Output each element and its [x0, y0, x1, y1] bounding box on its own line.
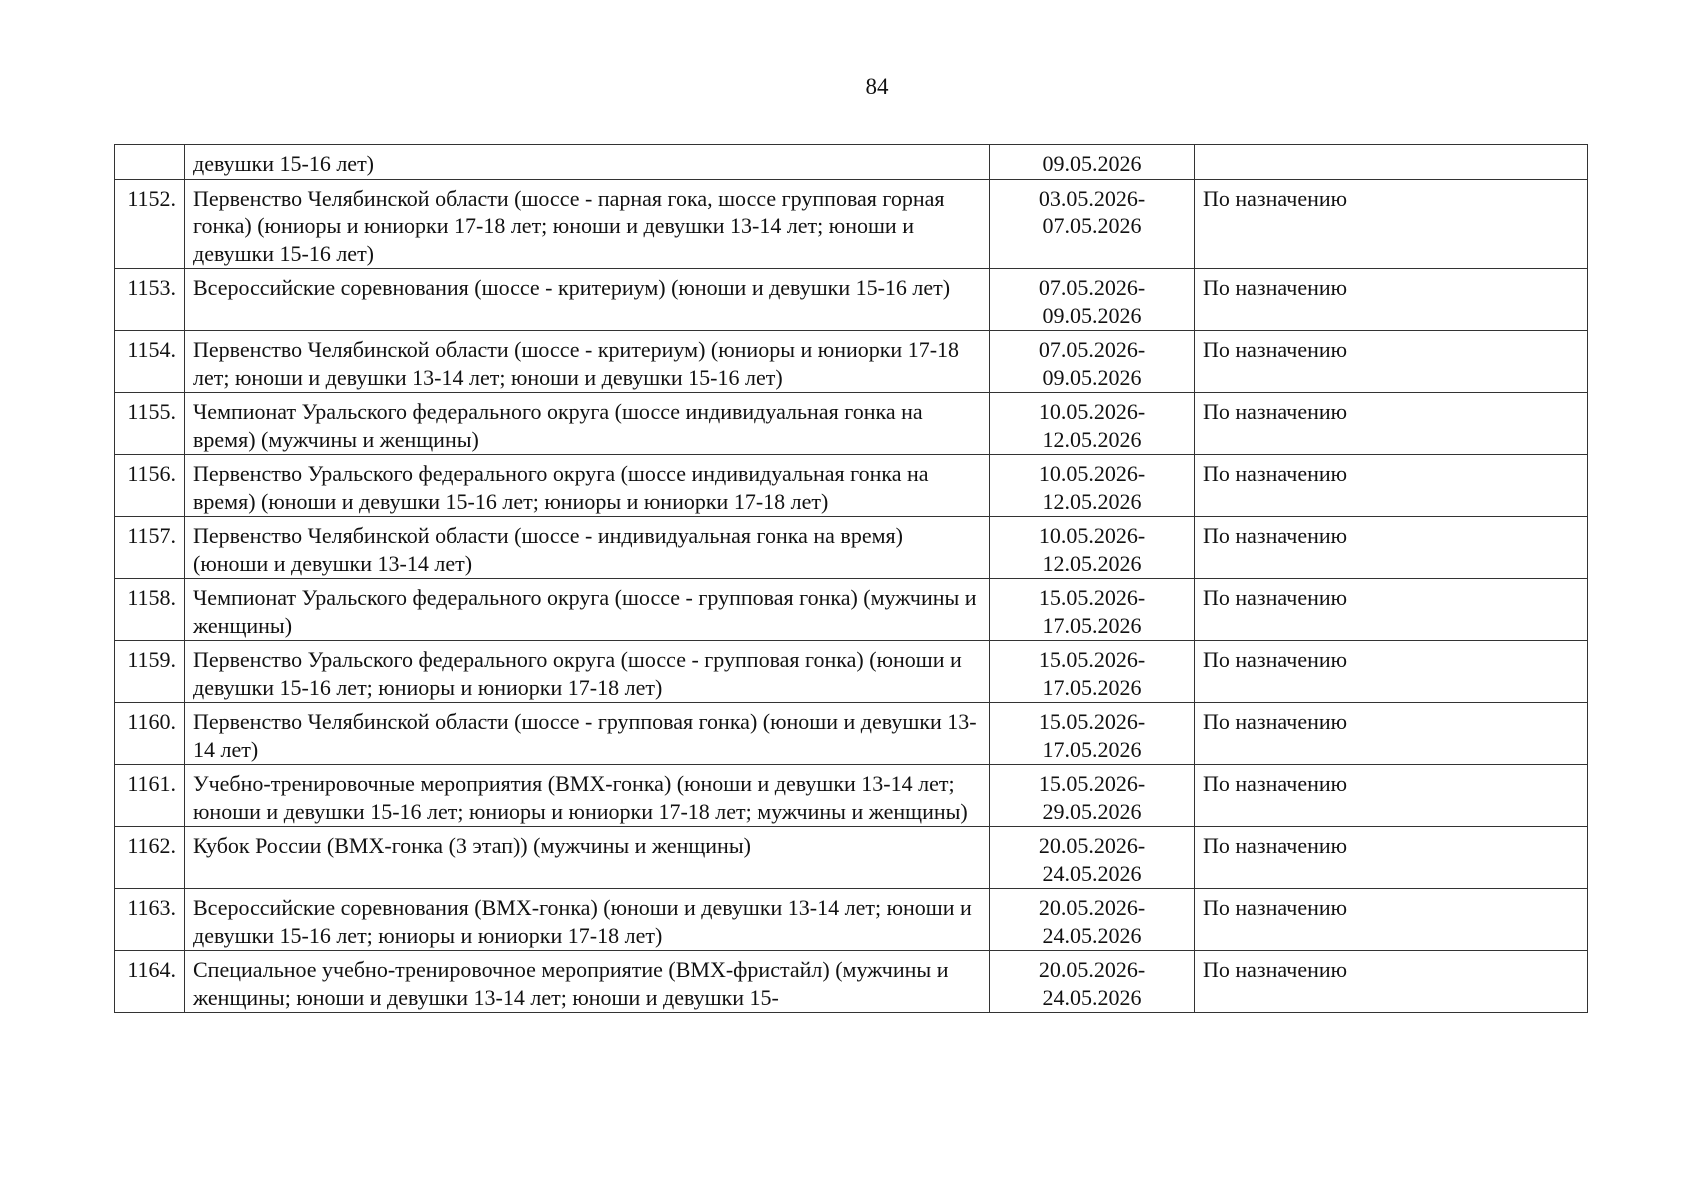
table-row	[115, 703, 1588, 765]
page-number	[0, 74, 1698, 100]
date-end: 24.05.2026	[1042, 922, 1142, 948]
cell-event-name: Первенство Уральского федерального округа (шоссе - групповая гонка) (юноши и девушки 15-16 лет; юниоры и юниорки 17-18 лет)	[185, 641, 990, 703]
cell-place: По назначению	[1195, 331, 1588, 393]
cell-event-name: девушки 15-16 лет)	[185, 145, 990, 180]
cell-event-name: Учебно-тренировочные мероприятия (ВМХ-гонка) (юноши и девушки 13-14 лет; юноши и девушки 15-16 лет; юниоры и юниорки 17-18 лет; мужчины и женщины)	[185, 765, 990, 827]
date-start: 07.05.2026-	[1038, 337, 1146, 362]
cell-event-name: Всероссийские соревнования (ВМХ-гонка) (юноши и девушки 13-14 лет; юноши и девушки 15-16 лет; юниоры и юниорки 17-18 лет)	[185, 889, 990, 951]
cell-number: 1158.	[115, 579, 185, 641]
table-row	[115, 889, 1588, 951]
cell-dates	[990, 703, 1195, 765]
cell-number: 1152.	[115, 179, 185, 269]
cell-place: По назначению	[1195, 951, 1588, 1013]
cell-number	[115, 145, 185, 180]
date-end: 12.05.2026	[1042, 426, 1142, 452]
date-start: 15.05.2026-	[1038, 709, 1146, 734]
cell-place: По назначению	[1195, 641, 1588, 703]
table-row	[115, 455, 1588, 517]
cell-dates	[990, 269, 1195, 331]
cell-event-name: Чемпионат Уральского федерального округа (шоссе индивидуальная гонка на время) (мужчины и женщины)	[185, 393, 990, 455]
table-row	[115, 579, 1588, 641]
cell-event-name: Первенство Челябинской области (шоссе - групповая гонка) (юноши и девушки 13-14 лет)	[185, 703, 990, 765]
cell-dates	[990, 455, 1195, 517]
table-row	[115, 951, 1588, 1013]
cell-number: 1159.	[115, 641, 185, 703]
cell-number: 1156.	[115, 455, 185, 517]
cell-dates	[990, 517, 1195, 579]
table-row-continuation	[115, 145, 1588, 180]
table-row	[115, 393, 1588, 455]
date-start: 10.05.2026-	[1038, 399, 1146, 424]
cell-place: По назначению	[1195, 579, 1588, 641]
cell-number: 1161.	[115, 765, 185, 827]
cell-dates	[990, 889, 1195, 951]
cell-number: 1157.	[115, 517, 185, 579]
date-end: 17.05.2026	[1042, 674, 1142, 700]
table-row	[115, 827, 1588, 889]
date-start: 20.05.2026-	[1038, 833, 1146, 858]
events-table-body	[115, 145, 1588, 1013]
date-end: 12.05.2026	[1042, 488, 1142, 514]
date-end: 09.05.2026	[1042, 302, 1142, 328]
cell-number: 1160.	[115, 703, 185, 765]
cell-place: По назначению	[1195, 703, 1588, 765]
cell-number: 1155.	[115, 393, 185, 455]
table-row	[115, 641, 1588, 703]
date-end: 24.05.2026	[1042, 984, 1142, 1010]
cell-dates	[990, 641, 1195, 703]
cell-place: По назначению	[1195, 393, 1588, 455]
cell-place: По назначению	[1195, 517, 1588, 579]
cell-number: 1153.	[115, 269, 185, 331]
date-start: 15.05.2026-	[1038, 771, 1146, 796]
cell-place: По назначению	[1195, 179, 1588, 269]
date-end: 09.05.2026	[1042, 151, 1142, 176]
date-end: 07.05.2026	[1042, 213, 1142, 238]
cell-dates	[990, 145, 1195, 180]
cell-place: По назначению	[1195, 455, 1588, 517]
cell-dates	[990, 827, 1195, 889]
page-number-text: 84	[865, 74, 889, 99]
cell-place: По назначению	[1195, 827, 1588, 889]
cell-number: 1154.	[115, 331, 185, 393]
table-row	[115, 331, 1588, 393]
table-row	[115, 269, 1588, 331]
date-start: 20.05.2026-	[1038, 895, 1146, 920]
cell-dates	[990, 393, 1195, 455]
cell-dates	[990, 765, 1195, 827]
date-end: 17.05.2026	[1042, 612, 1142, 638]
date-start: 07.05.2026-	[1038, 275, 1146, 300]
table-row	[115, 517, 1588, 579]
cell-dates	[990, 179, 1195, 269]
cell-number: 1162.	[115, 827, 185, 889]
cell-event-name: Первенство Уральского федерального округа (шоссе индивидуальная гонка на время) (юноши и девушки 15-16 лет; юниоры и юниорки 17-18 лет)	[185, 455, 990, 517]
cell-dates	[990, 331, 1195, 393]
cell-event-name: Первенство Челябинской области (шоссе - критериум) (юниоры и юниорки 17-18 лет; юноши и девушки 13-14 лет; юноши и девушки 15-16 лет)	[185, 331, 990, 393]
cell-event-name: Первенство Челябинской области (шоссе - парная гока, шоссе групповая горная гонка) (юниоры и юниорки 17-18 лет; юноши и девушки 13-14 лет; юноши и девушки 15-16 лет)	[185, 179, 990, 269]
date-end: 12.05.2026	[1042, 550, 1142, 576]
date-start: 03.05.2026-	[1038, 185, 1146, 211]
cell-event-name: Первенство Челябинской области (шоссе - индивидуальная гонка на время) (юноши и девушки 13-14 лет)	[185, 517, 990, 579]
date-end: 09.05.2026	[1042, 364, 1142, 390]
date-start: 10.05.2026-	[1038, 461, 1146, 486]
cell-place: По назначению	[1195, 765, 1588, 827]
date-end: 24.05.2026	[1042, 860, 1142, 886]
date-end: 29.05.2026	[1042, 798, 1142, 824]
date-start: 10.05.2026-	[1038, 523, 1146, 548]
cell-event-name: Чемпионат Уральского федерального округа (шоссе - групповая гонка) (мужчины и женщины)	[185, 579, 990, 641]
cell-place	[1195, 145, 1588, 180]
date-end: 17.05.2026	[1042, 736, 1142, 762]
cell-event-name: Всероссийские соревнования (шоссе - критериум) (юноши и девушки 15-16 лет)	[185, 269, 990, 331]
date-start: 15.05.2026-	[1038, 647, 1146, 672]
cell-place: По назначению	[1195, 889, 1588, 951]
events-table	[114, 144, 1588, 1013]
table-row	[115, 765, 1588, 827]
cell-number: 1163.	[115, 889, 185, 951]
cell-dates	[990, 579, 1195, 641]
cell-place: По назначению	[1195, 269, 1588, 331]
cell-number: 1164.	[115, 951, 185, 1013]
table-row	[115, 179, 1588, 269]
cell-event-name: Специальное учебно-тренировочное мероприятие (ВМХ-фристайл) (мужчины и женщины; юноши и девушки 13-14 лет; юноши и девушки 15-	[185, 951, 990, 1013]
cell-event-name: Кубок России (ВМХ-гонка (3 этап)) (мужчины и женщины)	[185, 827, 990, 889]
cell-dates	[990, 951, 1195, 1013]
date-start: 20.05.2026-	[1038, 957, 1146, 982]
date-start: 15.05.2026-	[1038, 585, 1146, 610]
